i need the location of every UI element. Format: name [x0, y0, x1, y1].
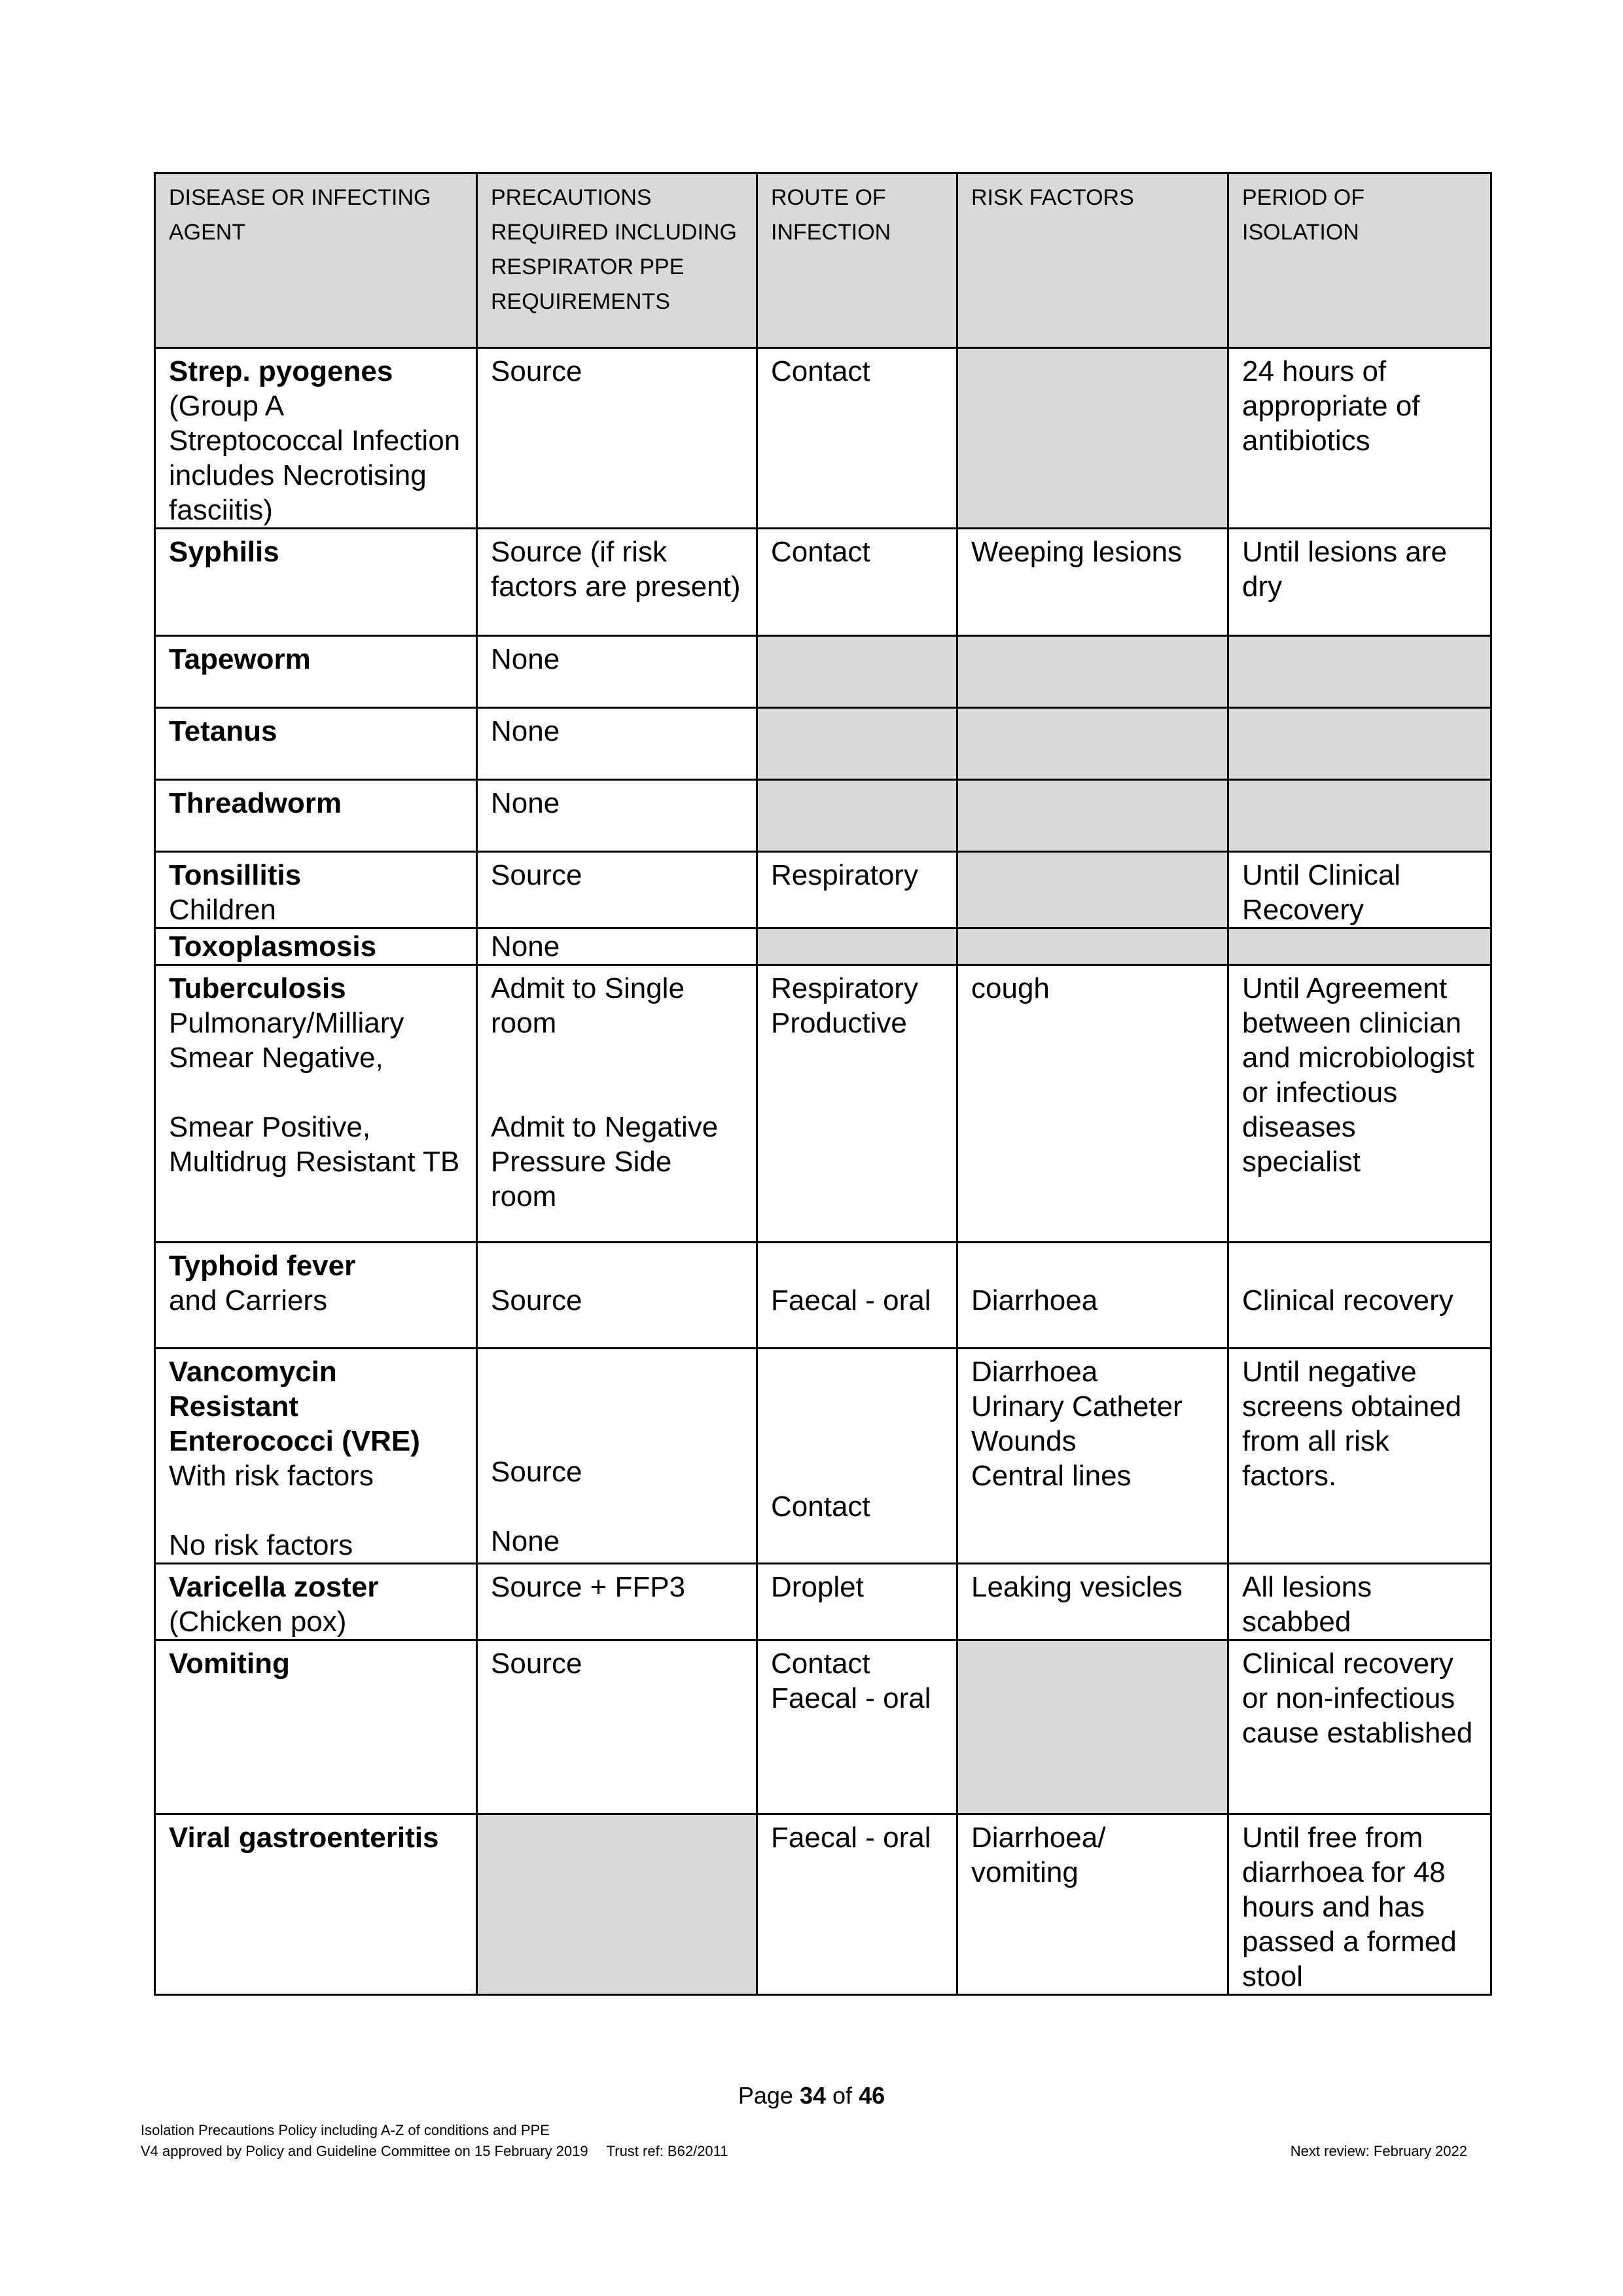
disease-cell: [155, 1349, 477, 1564]
table-row: [155, 1814, 1491, 1995]
risk-factor-item: Central lines: [971, 1460, 1132, 1492]
risk-cell: [957, 1349, 1228, 1564]
route-cell: [757, 1640, 957, 1814]
page-number: [0, 2082, 1623, 2110]
precautions-cell: [477, 1814, 757, 1995]
disease-cell: [155, 708, 477, 780]
route-cell: Faecal - oral: [757, 1814, 957, 1995]
table-row: [155, 1243, 1491, 1349]
risk-cell: Diarrhoea: [957, 1243, 1228, 1349]
risk-cell: [957, 348, 1228, 529]
disease-cell: [155, 1243, 477, 1349]
period-cell: All lesions scabbed: [1228, 1564, 1491, 1640]
disease-name: Tetanus: [169, 715, 277, 747]
precautions-cell: Source (if risk factors are present): [477, 529, 757, 636]
isolation-precautions-table: [154, 172, 1492, 1996]
disease-cell: [155, 636, 477, 708]
route-item: Faecal - oral: [771, 1682, 931, 1714]
disease-cell: [155, 1814, 477, 1995]
disease-cell: [155, 529, 477, 636]
risk-cell: [957, 636, 1228, 708]
period-cell: Clinical recovery: [1228, 1243, 1491, 1349]
disease-cell: [155, 852, 477, 928]
precautions-cell: Source: [477, 852, 757, 928]
risk-factor-item: Urinary Catheter: [971, 1390, 1183, 1422]
disease-name: Varicella zoster: [169, 1571, 379, 1603]
disease-name: Toxoplasmosis: [169, 930, 377, 963]
risk-cell: [957, 708, 1228, 780]
route-cell: Faecal - oral: [757, 1243, 957, 1349]
table-row: [155, 708, 1491, 780]
route-cell: Contact: [757, 348, 957, 529]
period-cell: [1228, 636, 1491, 708]
period-cell: Clinical recovery or non-infectious cause established: [1228, 1640, 1491, 1814]
route-cell: Contact: [757, 1349, 957, 1564]
page-prefix: Page: [738, 2082, 793, 2109]
period-cell: Until Agreement between clinician and microbiologist or infectious diseases specialist: [1228, 965, 1491, 1243]
disease-sub: and Carriers: [169, 1284, 328, 1316]
disease-cell: [155, 1640, 477, 1814]
route-cell: Respiratory: [757, 852, 957, 928]
route-cell: Droplet: [757, 1564, 957, 1640]
risk-cell: Diarrhoea/ vomiting: [957, 1814, 1228, 1995]
route-cell: [757, 928, 957, 965]
disease-name: Viral gastroenteritis: [169, 1822, 439, 1854]
table-row: [155, 529, 1491, 636]
route-item: Contact: [771, 1648, 870, 1680]
disease-sub-no-risk: No risk factors: [169, 1529, 353, 1561]
table-row: [155, 928, 1491, 965]
risk-cell: [957, 928, 1228, 965]
precautions-cell: Source + FFP3: [477, 1564, 757, 1640]
risk-cell: [957, 780, 1228, 852]
risk-cell: [957, 1640, 1228, 1814]
precautions-cell: None: [477, 708, 757, 780]
risk-factor-item: Wounds: [971, 1425, 1077, 1457]
table-row: [155, 636, 1491, 708]
risk-factor-item: Diarrhoea: [971, 1356, 1098, 1388]
precautions-cell: [477, 1349, 757, 1564]
precautions-cell: Source: [477, 348, 757, 529]
header-precautions: PRECAUTIONS REQUIRED INCLUDING RESPIRATOR PPE REQUIREMENTS: [477, 173, 757, 348]
next-review: Next review: February 2022: [1290, 2143, 1467, 2159]
table-row: [155, 852, 1491, 928]
risk-cell: cough: [957, 965, 1228, 1243]
disease-sub-with-risk: With risk factors: [169, 1460, 374, 1492]
page-current: 34: [799, 2082, 827, 2109]
precautions-with-risk: Source: [491, 1456, 582, 1488]
disease-cell: [155, 1564, 477, 1640]
disease-sub-negative: Pulmonary/Milliary Smear Negative,: [169, 1007, 404, 1074]
risk-cell: [957, 852, 1228, 928]
disease-cell: [155, 780, 477, 852]
route-cell: [757, 708, 957, 780]
disease-name: Tapeworm: [169, 643, 311, 675]
disease-sub: (Chicken pox): [169, 1606, 347, 1638]
header-period: PERIOD OF ISOLATION: [1228, 173, 1491, 348]
precautions-cell: None: [477, 928, 757, 965]
trust-ref: Trust ref: B62/2011: [606, 2143, 728, 2159]
disease-cell: [155, 965, 477, 1243]
precautions-cell: Source: [477, 1640, 757, 1814]
risk-cell: Leaking vesicles: [957, 1564, 1228, 1640]
table-row: [155, 780, 1491, 852]
period-cell: Until free from diarrhoea for 48 hours and has passed a formed stool: [1228, 1814, 1491, 1995]
period-cell: Until negative screens obtained from all risk factors.: [1228, 1349, 1491, 1564]
period-cell: [1228, 780, 1491, 852]
page-of: of: [832, 2082, 853, 2109]
page-total: 46: [859, 2082, 885, 2109]
disease-name: Tuberculosis: [169, 972, 346, 1004]
table-row: [155, 1564, 1491, 1640]
precautions-cell: None: [477, 636, 757, 708]
precautions-cell: [477, 965, 757, 1243]
period-cell: 24 hours of appropriate of antibiotics: [1228, 348, 1491, 529]
route-cell: [757, 780, 957, 852]
header-route: ROUTE OF INFECTION: [757, 173, 957, 348]
precautions-negative-pressure: Admit to Negative Pressure Side room: [491, 1111, 719, 1212]
disease-sub: Children: [169, 894, 276, 926]
disease-name: Vancomycin Resistant Enterococci (VRE): [169, 1356, 420, 1457]
route-cell: Respiratory Productive: [757, 965, 957, 1243]
table-row: [155, 1349, 1491, 1564]
disease-name: Syphilis: [169, 536, 279, 568]
approval-text: V4 approved by Policy and Guideline Committee on 15 February 2019: [141, 2143, 588, 2159]
disease-name: Typhoid fever: [169, 1250, 356, 1282]
footer-policy-info: [141, 2120, 728, 2162]
disease-name: Tonsillitis: [169, 859, 302, 891]
precautions-cell: Source: [477, 1243, 757, 1349]
disease-name: Strep. pyogenes: [169, 355, 393, 387]
table-row: [155, 965, 1491, 1243]
precautions-no-risk: None: [491, 1525, 560, 1557]
precautions-cell: None: [477, 780, 757, 852]
table-row: [155, 348, 1491, 529]
period-cell: Until Clinical Recovery: [1228, 852, 1491, 928]
disease-cell: [155, 348, 477, 529]
disease-name: Threadworm: [169, 787, 342, 819]
policy-approval-line: [141, 2141, 728, 2162]
route-cell: Contact: [757, 529, 957, 636]
table-row: [155, 1640, 1491, 1814]
route-cell: [757, 636, 957, 708]
disease-cell: [155, 928, 477, 965]
period-cell: [1228, 928, 1491, 965]
header-disease: DISEASE OR INFECTING AGENT: [155, 173, 477, 348]
header-risk: RISK FACTORS: [957, 173, 1228, 348]
precautions-single-room: Admit to Single room: [491, 972, 685, 1039]
policy-title: Isolation Precautions Policy including A-Z of conditions and PPE: [141, 2122, 550, 2138]
period-cell: [1228, 708, 1491, 780]
risk-cell: Weeping lesions: [957, 529, 1228, 636]
period-cell: Until lesions are dry: [1228, 529, 1491, 636]
disease-sub-positive: Smear Positive, Multidrug Resistant TB: [169, 1111, 460, 1178]
table-header-row: [155, 173, 1491, 348]
disease-sub: (Group A Streptococcal Infection includes Necrotising fasciitis): [169, 390, 461, 526]
disease-name: Vomiting: [169, 1648, 290, 1680]
